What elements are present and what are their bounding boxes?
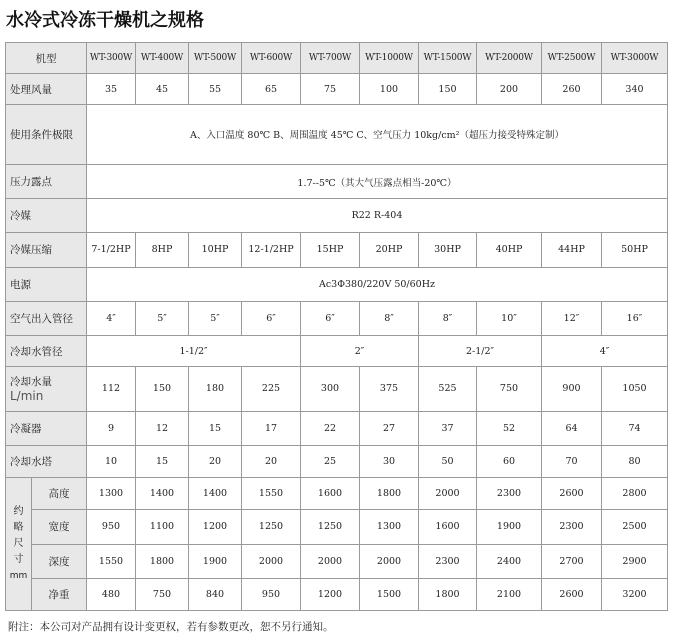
- table-cell: 750: [477, 367, 542, 412]
- row-label: 高度: [32, 478, 87, 510]
- page-title: 水冷式冷冻干燥机之规格: [6, 10, 204, 31]
- table-cell: 2000: [242, 544, 301, 578]
- table-cell: 150: [419, 74, 477, 105]
- model-name: WT-2000W: [477, 43, 542, 74]
- table-cell: 1800: [419, 578, 477, 610]
- table-cell: 10HP: [189, 233, 242, 267]
- airflow-row: [6, 74, 668, 105]
- table-cell: 6″: [301, 301, 360, 335]
- model-name: WT-2500W: [542, 43, 602, 74]
- table-cell: 2700: [542, 544, 602, 578]
- table-cell: 5″: [189, 301, 242, 335]
- model-header-label: 机型: [6, 43, 87, 74]
- table-cell: 75: [301, 74, 360, 105]
- model-name: WT-400W: [136, 43, 189, 74]
- row-label: 空气出入管径: [6, 301, 87, 335]
- table-cell: 2900: [602, 544, 668, 578]
- footnote: 附注：本公司对产品拥有设计变更权，若有参数更改，恕不另行通知。: [8, 621, 334, 633]
- table-cell: 30HP: [419, 233, 477, 267]
- table-cell: 2500: [602, 510, 668, 544]
- dewpoint-text: 1.7--5℃（其大气压露点相当-20℃）: [87, 164, 668, 198]
- table-cell: 300: [301, 367, 360, 412]
- table-cell: 950: [242, 578, 301, 610]
- table-header-row: [6, 43, 668, 74]
- table-cell: 150: [136, 367, 189, 412]
- table-cell: 1500: [360, 578, 419, 610]
- table-cell: 2000: [360, 544, 419, 578]
- table-cell: 1400: [189, 478, 242, 510]
- model-name: WT-500W: [189, 43, 242, 74]
- row-label: 深度: [32, 544, 87, 578]
- table-cell: 37: [419, 411, 477, 445]
- table-cell: 15: [136, 446, 189, 478]
- row-label: [6, 367, 87, 412]
- table-cell: 750: [136, 578, 189, 610]
- table-cell: 12: [136, 411, 189, 445]
- table-cell: 10″: [477, 301, 542, 335]
- table-cell: 2300: [477, 478, 542, 510]
- table-cell: 64: [542, 411, 602, 445]
- table-cell: 65: [242, 74, 301, 105]
- table-cell: 7-1/2HP: [87, 233, 136, 267]
- width-row: [6, 510, 668, 544]
- table-cell: 6″: [242, 301, 301, 335]
- table-cell: 480: [87, 578, 136, 610]
- table-cell: 20: [242, 446, 301, 478]
- table-cell: 1050: [602, 367, 668, 412]
- air-pipe-row: [6, 301, 668, 335]
- table-cell: 5″: [136, 301, 189, 335]
- dewpoint-row: [6, 164, 668, 198]
- row-label: 压力露点: [6, 164, 87, 198]
- table-cell: 1250: [242, 510, 301, 544]
- table-cell: 1400: [136, 478, 189, 510]
- table-cell: 45: [136, 74, 189, 105]
- table-cell: 2600: [542, 478, 602, 510]
- table-cell: 4″: [542, 336, 668, 367]
- table-cell: 1300: [87, 478, 136, 510]
- table-cell: 1600: [419, 510, 477, 544]
- row-label: 使用条件极限: [6, 105, 87, 165]
- row-label: 冷却水塔: [6, 446, 87, 478]
- table-cell: 20: [189, 446, 242, 478]
- model-name: WT-1500W: [419, 43, 477, 74]
- condenser-row: [6, 411, 668, 445]
- compressor-row: [6, 233, 668, 267]
- table-cell: 25: [301, 446, 360, 478]
- table-cell: 70: [542, 446, 602, 478]
- table-cell: 1600: [301, 478, 360, 510]
- table-cell: 1800: [360, 478, 419, 510]
- power-text: Ac3Φ380/220V 50/60Hz: [87, 267, 668, 301]
- table-cell: 22: [301, 411, 360, 445]
- table-cell: 2800: [602, 478, 668, 510]
- dimensions-group-label: [6, 478, 32, 611]
- table-cell: 260: [542, 74, 602, 105]
- table-cell: 4″: [87, 301, 136, 335]
- table-cell: 55: [189, 74, 242, 105]
- spec-table: [5, 42, 668, 611]
- water-flow-unit: L/min: [10, 389, 44, 404]
- row-label: 净重: [32, 578, 87, 610]
- row-label: 电源: [6, 267, 87, 301]
- model-name: WT-300W: [87, 43, 136, 74]
- table-cell: 8″: [419, 301, 477, 335]
- table-cell: 340: [602, 74, 668, 105]
- table-cell: 1300: [360, 510, 419, 544]
- table-cell: 2300: [419, 544, 477, 578]
- water-pipe-row: [6, 336, 668, 367]
- table-cell: 80: [602, 446, 668, 478]
- table-cell: 16″: [602, 301, 668, 335]
- table-cell: 2600: [542, 578, 602, 610]
- table-cell: 44HP: [542, 233, 602, 267]
- row-label: 冷凝器: [6, 411, 87, 445]
- table-cell: 20HP: [360, 233, 419, 267]
- table-cell: 50HP: [602, 233, 668, 267]
- table-cell: 1900: [477, 510, 542, 544]
- table-cell: 40HP: [477, 233, 542, 267]
- table-cell: 2300: [542, 510, 602, 544]
- table-cell: 950: [87, 510, 136, 544]
- table-cell: 60: [477, 446, 542, 478]
- dimensions-unit: mm: [9, 571, 28, 582]
- tower-row: [6, 446, 668, 478]
- table-cell: 2000: [419, 478, 477, 510]
- table-cell: 17: [242, 411, 301, 445]
- table-cell: 27: [360, 411, 419, 445]
- table-cell: 3200: [602, 578, 668, 610]
- table-cell: 12″: [542, 301, 602, 335]
- table-cell: 1200: [189, 510, 242, 544]
- depth-row: [6, 544, 668, 578]
- table-cell: 1800: [136, 544, 189, 578]
- table-cell: 1550: [242, 478, 301, 510]
- water-flow-label: 冷却水量: [10, 376, 52, 389]
- table-cell: 1200: [301, 578, 360, 610]
- refrigerant-row: [6, 199, 668, 233]
- table-cell: 2-1/2″: [419, 336, 542, 367]
- water-flow-row: [6, 367, 668, 412]
- table-cell: 375: [360, 367, 419, 412]
- row-label: 冷媒压缩: [6, 233, 87, 267]
- power-row: [6, 267, 668, 301]
- row-label: 冷媒: [6, 199, 87, 233]
- table-cell: 1-1/2″: [87, 336, 301, 367]
- table-cell: 8″: [360, 301, 419, 335]
- table-cell: 100: [360, 74, 419, 105]
- table-cell: 30: [360, 446, 419, 478]
- conditions-text: A、入口温度 80℃ B、周围温度 45℃ C、空气压力 10kg/cm²（超压力接受特殊定制）: [87, 105, 668, 165]
- row-label: 冷却水管径: [6, 336, 87, 367]
- table-cell: 35: [87, 74, 136, 105]
- row-label: 处理风量: [6, 74, 87, 105]
- table-cell: 2100: [477, 578, 542, 610]
- table-cell: 1550: [87, 544, 136, 578]
- table-cell: 900: [542, 367, 602, 412]
- table-cell: 10: [87, 446, 136, 478]
- table-cell: 840: [189, 578, 242, 610]
- table-cell: 50: [419, 446, 477, 478]
- table-cell: 1900: [189, 544, 242, 578]
- table-cell: 180: [189, 367, 242, 412]
- row-label: 宽度: [32, 510, 87, 544]
- weight-row: [6, 578, 668, 610]
- table-cell: 1100: [136, 510, 189, 544]
- dimensions-label: 约略尺寸: [13, 506, 24, 566]
- table-cell: 2000: [301, 544, 360, 578]
- table-cell: 2400: [477, 544, 542, 578]
- table-cell: 200: [477, 74, 542, 105]
- table-cell: 52: [477, 411, 542, 445]
- table-cell: 525: [419, 367, 477, 412]
- table-cell: 225: [242, 367, 301, 412]
- table-cell: 74: [602, 411, 668, 445]
- model-name: WT-1000W: [360, 43, 419, 74]
- conditions-row: [6, 105, 668, 165]
- table-cell: 8HP: [136, 233, 189, 267]
- table-cell: 15: [189, 411, 242, 445]
- table-cell: 1250: [301, 510, 360, 544]
- refrigerant-text: R22 R-404: [87, 199, 668, 233]
- table-cell: 112: [87, 367, 136, 412]
- table-cell: 15HP: [301, 233, 360, 267]
- height-row: [6, 478, 668, 510]
- model-name: WT-3000W: [602, 43, 668, 74]
- table-cell: 2″: [301, 336, 419, 367]
- table-cell: 9: [87, 411, 136, 445]
- model-name: WT-600W: [242, 43, 301, 74]
- model-name: WT-700W: [301, 43, 360, 74]
- table-cell: 12-1/2HP: [242, 233, 301, 267]
